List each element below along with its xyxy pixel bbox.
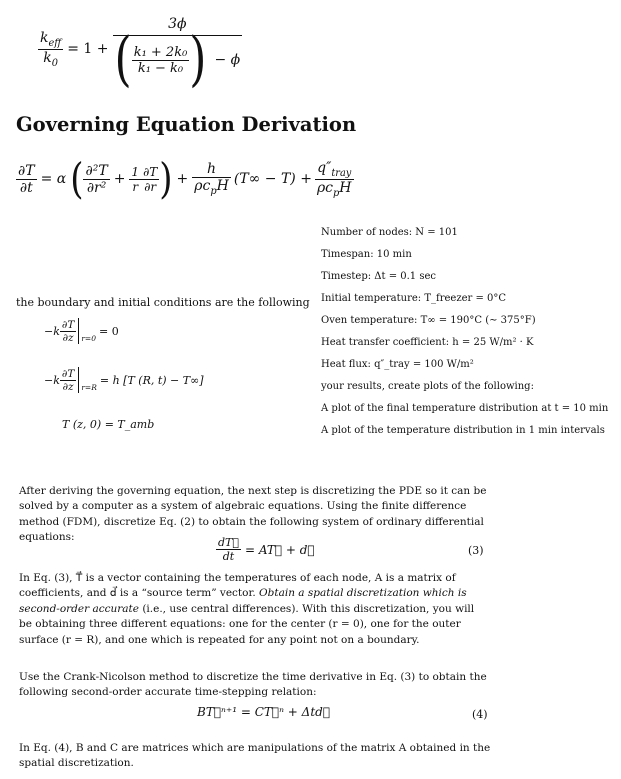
paragraph-fdm: After deriving the governing equation, the next step is discretizing the PDE so it can be solved by a computer as a system of algebraic equations. Using the finite difference method (FDM), discretize Eq. (2) to obtain the following system of ordinary differential equations:	[19, 485, 487, 544]
spec-heat-transfer-coefficient: Heat transfer coefficient: h = 25 W/m² · K	[321, 337, 534, 348]
initial-condition: T (z, 0) = T_amb	[62, 418, 155, 431]
spec-plot-intervals: A plot of the temperature distribution in 1 min intervals	[321, 425, 605, 436]
paragraph-crank-nicolson: Use the Crank-Nicolson method to discretize the time derivative in Eq. (3) to obtain the following second-order accurate time-stepping relation:	[19, 671, 487, 699]
spec-results-intro: your results, create plots of the following:	[321, 381, 534, 392]
boundary-condition-center: −k $\frac{\partial T}{\partial z}$ r=0 = 0	[44, 318, 119, 344]
paragraph-matrices: In Eq. (4), B and C are matrices which are manipulations of the matrix A obtained in the spatial discretization.	[19, 742, 491, 770]
spec-oven-temperature: Oven temperature: T∞ = 190°C (∼ 375°F)	[321, 315, 536, 326]
section-title: Governing Equation Derivation	[16, 113, 357, 136]
equation-4-label: (4)	[472, 708, 488, 721]
equation-effective-conductivity	[38, 16, 242, 94]
spec-number-of-nodes: Number of nodes: N = 101	[321, 227, 458, 238]
bc-intro: the boundary and initial conditions are the following	[16, 296, 310, 309]
equation-4: BT⃗ⁿ⁺¹ = CT⃗ⁿ + Δtd⃗	[197, 705, 331, 719]
equation-3-label: (3)	[468, 544, 484, 557]
governing-pde: $\frac{\partial T}{\partial t}$ = α ( $\frac{\text{∂²T}}{\text{∂r²}}$ + $\frac{1}{r}$ $\frac{\partial T}{\partial r}$ ) + $\frac{h}{\rho c_pH}$ (T∞ − T) + $\frac{q''_{tray}}{\rho c_pH}$	[18, 154, 352, 205]
spec-timespan: Timespan: 10 min	[321, 249, 412, 260]
equation-3: $\frac{dT⃗}{dt}$ = AT⃗ + d⃗	[218, 536, 315, 563]
equals-one-plus: = 1 +	[67, 41, 109, 57]
spec-initial-temperature: Initial temperature: T_freezer = 0°C	[321, 293, 507, 304]
spec-timestep: Timestep: Δt = 0.1 sec	[321, 271, 436, 282]
paragraph-discretization: In Eq. (3), T⃗ is a vector containing the temperatures of each node, A is a matrix of coefficients, and d⃗ is a “source term” vector. Obtain a spatial discretization which is second-order accurate (i.e., use central differences). With this discretization, you will be obtaining three different equations: one for the center (r = 0), one for the outer surface (r = R), and one which is repeated for any point not on a boundary.	[19, 572, 475, 646]
spec-heat-flux: Heat flux: q″_tray = 100 W/m²	[321, 359, 474, 370]
spec-plot-final: A plot of the final temperature distribution at t = 10 min	[321, 403, 609, 414]
three-phi-fraction: 3ϕ ( $\frac{\text{k₁ + 2k₀}}{\text{k₁ − k₀}}$ ) − ϕ	[114, 16, 241, 94]
keff-over-k0: $\frac{k_{eff}}{k_0}$	[40, 29, 62, 69]
boundary-condition-surface: −k $\frac{\partial T}{\partial z}$ r=R = h [T (R, t) − T∞]	[44, 367, 204, 393]
